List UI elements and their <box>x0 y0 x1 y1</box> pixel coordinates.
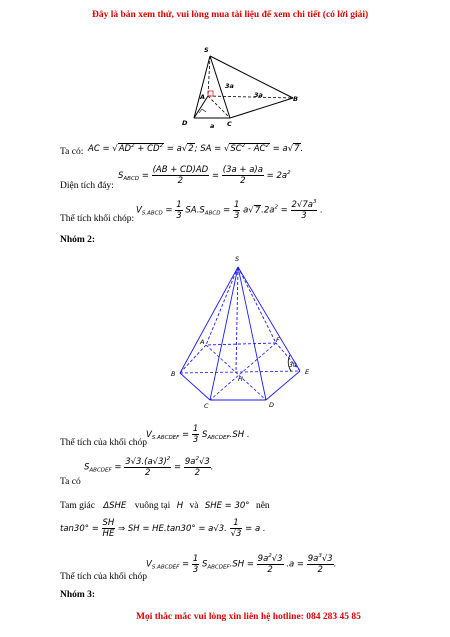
group-3-title: Nhóm 3: <box>60 590 96 600</box>
dien-tich-label: Diện tích đáy: <box>60 181 114 191</box>
label-a2: A <box>200 338 205 346</box>
label-b2: B <box>171 370 176 378</box>
formula-volume-2: $V_{S.ABCDEF}$ = $\frac{1}{3}$ $S_{ABCDEF}.SH$ = $\frac{9a^2√3}{2}$ .a = $\frac{9a^3√3}{2}$ . <box>146 553 337 575</box>
vuong-tai-label: vuông tại <box>134 501 171 511</box>
the-tich-label-2: Thể tích của khối chóp <box>60 438 148 448</box>
label-s1: S <box>204 46 209 54</box>
the-tich-label-1: Thể tích khối chóp: <box>60 214 135 224</box>
ta-co-label-1: Ta có: <box>60 147 84 157</box>
formula-tan: tan30° = $\frac{SH}{HE}$ ⇒ SH = HE.tan30° = a√3. $\frac{1}{√3}$ = a . <box>60 518 266 539</box>
group-2-title: Nhóm 2: <box>60 235 96 245</box>
va-label: và <box>189 501 199 511</box>
header-banner: Đây là bản xem thử, vui lòng mua tài liệu để xem chi tiết (có lời giải) <box>92 10 369 20</box>
tam-giac-text: Tam giác ΔSHE vuông tại H và SHE = 30° nên <box>60 501 270 511</box>
formula-base-area: $S_{ABCDEF}$ = $\frac{3√3.(a√3)^2}{2}$ = $\frac{9a^2√3}{2}$ . <box>84 456 214 478</box>
label-h2: H <box>238 375 243 383</box>
label-c1: C <box>227 120 232 128</box>
pyramid-figure-2 <box>168 255 318 410</box>
label-ab-length: 3a <box>254 91 263 99</box>
label-s2: S <box>235 255 240 263</box>
ta-co-label-2: Ta có <box>60 477 81 487</box>
label-a1: A <box>200 93 206 101</box>
label-f2: F <box>276 336 280 344</box>
formula-area: $S_{ABCD}$ = $\frac{(AB + CD)AD}{2}$ = $\frac{(3a + a)a}{2}$ = $2a^2$ <box>118 165 291 186</box>
the-tich-label-3: Thể tích của khối chóp <box>60 572 148 582</box>
nen-label: nên <box>255 501 270 511</box>
label-d2: D <box>269 401 275 409</box>
label-e2: E <box>305 368 310 376</box>
formula-volume-general: $V_{S.ABCDEF}$ = $\frac{1}{3}$ $S_{ABCDEF}.SH$ . <box>146 424 250 445</box>
label-d1: D <box>182 119 188 127</box>
tam-giac-label: Tam giác <box>60 501 95 511</box>
footer-banner: Mọi thắc mắc vui lòng xin liên hệ hotline: 084 283 45 85 <box>136 612 361 622</box>
label-c2: C <box>204 402 209 410</box>
pyramid-figure-1 <box>178 48 308 133</box>
formula-volume-1: $V_{S.ABCD}$ = $\frac{1}{3}$ $SA.S_{ABCD}$ = $\frac{1}{3}$ $a√7.2a^2$ = $\frac{2√7a^3}{3}$ . <box>136 199 323 221</box>
label-angle-30: 30 <box>289 362 297 369</box>
label-cd-length: a <box>210 122 215 130</box>
label-sa-length: 3a <box>225 82 234 90</box>
formula-ac-sa: AC = $√AD^2 + CD^2 = a√2$; SA = $√SC^2 - AC^2 = a√7$. <box>88 143 304 154</box>
label-b1: B <box>293 95 298 103</box>
